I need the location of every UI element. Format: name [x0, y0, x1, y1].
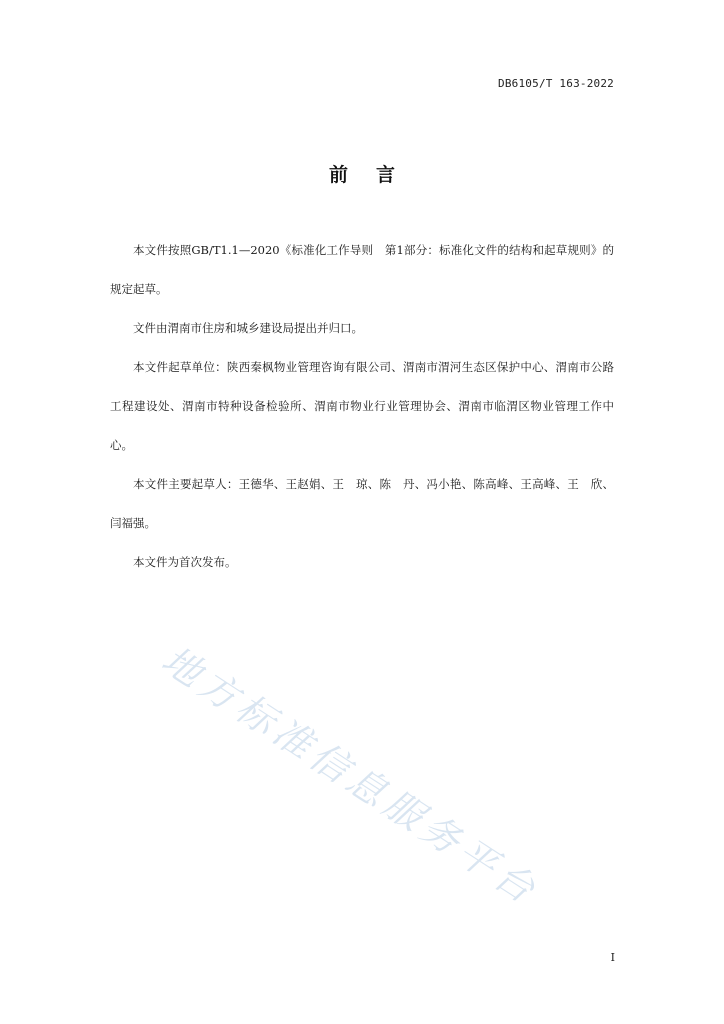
paragraph-proposer: 文件由渭南市住房和城乡建设局提出并归口。	[133, 321, 363, 335]
paragraph-first-release: 本文件为首次发布。	[133, 555, 237, 569]
document-code: DB6105/T 163-2022	[498, 77, 614, 90]
paragraph-drafting-units: 本文件起草单位：陕西秦枫物业管理咨询有限公司、渭南市渭河生态区保护中心、渭南市公路工程建设处、渭南市特种设备检验所、渭南市物业行业管理协会、渭南市临渭区物业管理工作中心。	[110, 360, 614, 452]
foreword-body	[110, 231, 614, 582]
paragraph-drafters: 本文件主要起草人：王德华、王赵娟、王 琼、陈 丹、冯小艳、陈高峰、王高峰、王 欣、闫福强。	[110, 477, 614, 530]
watermark-text: 地方标准信息服务平台	[154, 637, 548, 915]
paragraph-drafting-basis: 本文件按照GB/T1.1—2020《标准化工作导则 第1部分：标准化文件的结构和起草规则》的规定起草。	[110, 243, 614, 296]
page-number: I	[610, 951, 615, 964]
page-title: 前言	[328, 164, 423, 186]
